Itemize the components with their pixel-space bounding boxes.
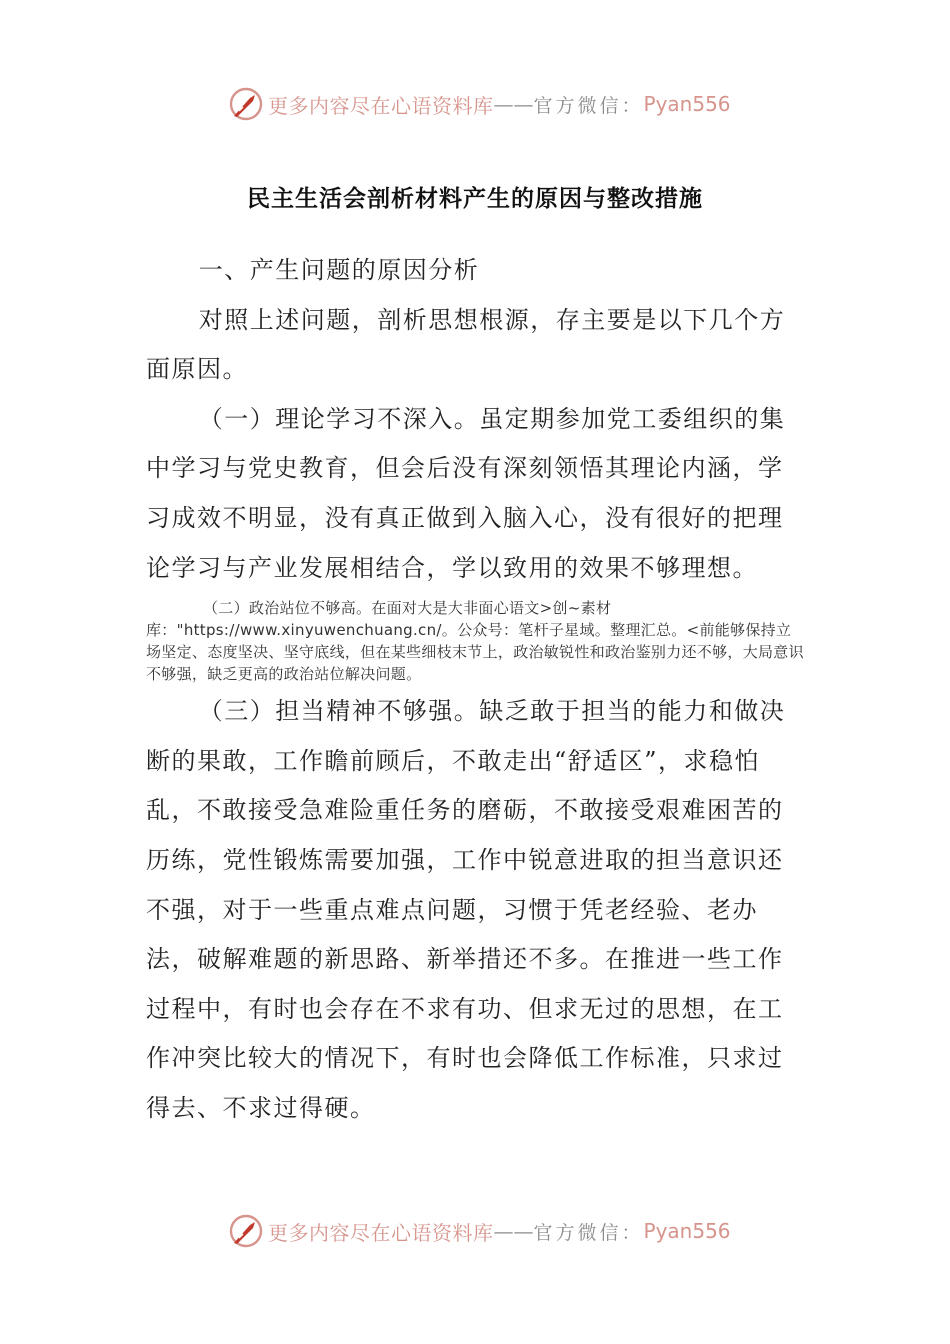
banner-separator: ——	[493, 92, 534, 116]
banner-wechat-label: 官方微信：	[533, 94, 644, 117]
heading-cause-analysis: 一、产生问题的原因分析	[198, 256, 480, 284]
section-2-url: https://www.xinyuwenchuang.cn/	[183, 621, 442, 640]
intro-paragraph: 对照上述问题，剖析思想根源，存主要是以下几个方面原因。	[146, 305, 786, 384]
document-title: 民主生活会剖析材料产生的原因与整改措施	[247, 185, 703, 212]
section-2-prefix: （二）政治站位不够高。在面对大是大非面心语文>创~素材库："	[146, 599, 612, 640]
section-1-paragraph: （一）理论学习不深入。虽定期参加党工委组织的集中学习与党史教育，但会后没有深刻领悟其理论内涵，学习成效不明显，没有真正做到入脑入心，没有很好的把理论学习与产业发展相结合，学以致用的效果不够理想。	[146, 404, 786, 582]
header-banner	[228, 84, 731, 124]
section-2-paragraph	[146, 597, 806, 685]
pen-nib-icon	[228, 86, 264, 122]
banner-brand-text: 更多内容尽在心语资料库	[268, 1220, 494, 1245]
document-body	[146, 246, 806, 1134]
banner-brand-text: 更多内容尽在心语资料库	[268, 93, 494, 118]
banner-wechat-id: Pyan556	[643, 1219, 731, 1243]
pen-nib-icon	[228, 1213, 264, 1249]
section-2-suffix: 。公众号：笔杆子星域。整理汇总。<前能够保持立场坚定、态度坚决、坚守底线，但在某些细枝末节上，政治敏锐性和政治鉴别力还不够，大局意识不够强，缺乏更高的政治站位解决问题。	[146, 621, 804, 684]
banner-separator: ——	[493, 1219, 534, 1243]
footer-banner	[228, 1211, 731, 1251]
banner-wechat-id: Pyan556	[643, 92, 731, 116]
section-3-paragraph: （三）担当精神不够强。缺乏敢于担当的能力和做决断的果敢，工作瞻前顾后，不敢走出“舒适区”，求稳怕乱，不敢接受急难险重任务的磨砺，不敢接受艰难困苦的历练，党性锻炼需要加强，工作中锐意进取的担当意识还不强，对于一些重点难点问题，习惯于凭老经验、老办法，破解难题的新思路、新举措还不多。在推进一些工作过程中，有时也会存在不求有功、但求无过的思想，在工作冲突比较大的情况下，有时也会降低工作标准，只求过得去、不求过得硬。	[146, 697, 786, 1122]
banner-wechat-label: 官方微信：	[533, 1221, 644, 1244]
